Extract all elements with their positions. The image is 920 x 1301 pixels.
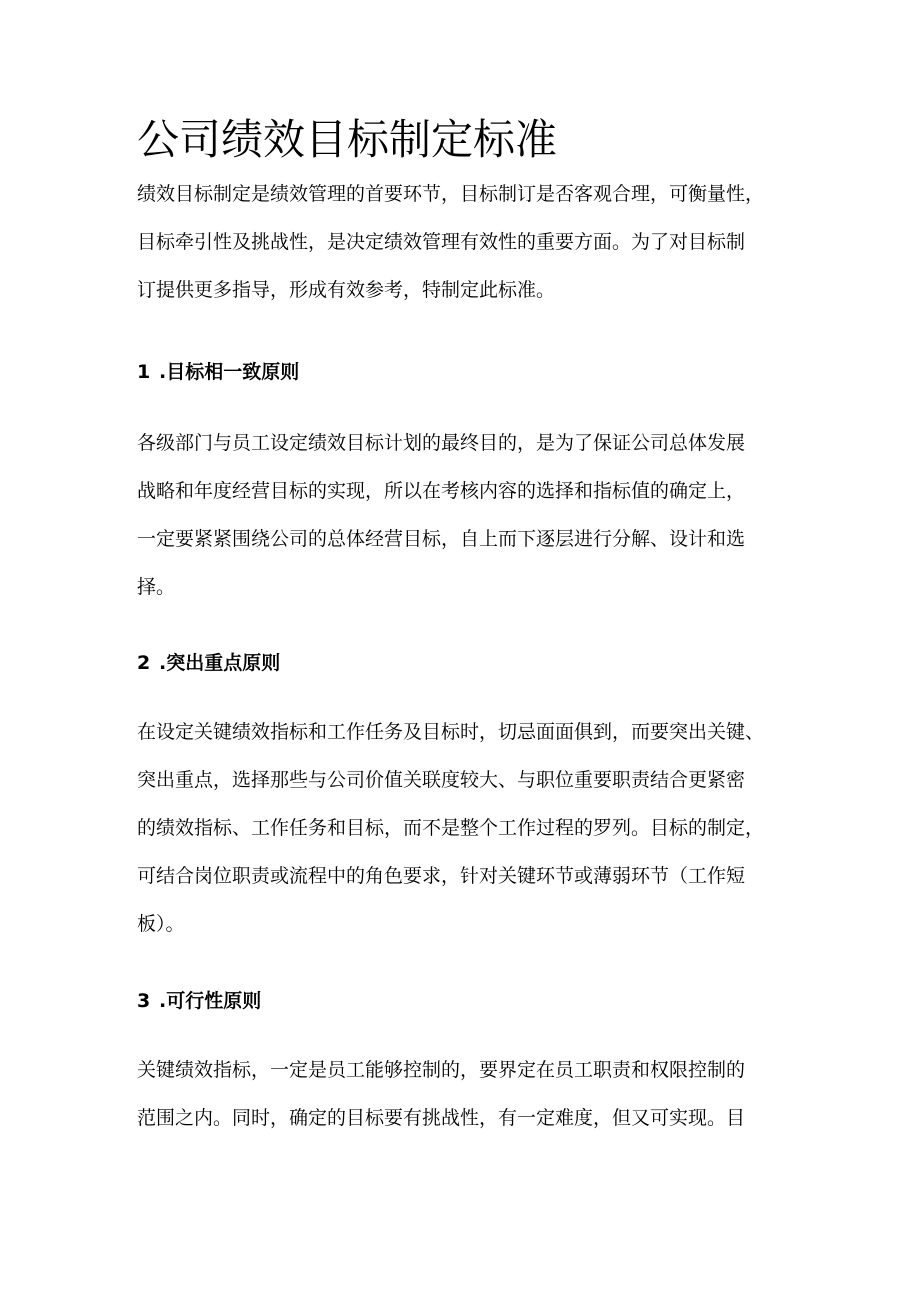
section-number: 1 [137,361,151,383]
text-line: 一定要紧紧围绕公司的总体经营目标，自上而下逐层进行分解、设计和选 [137,528,746,550]
section-number: 2 [137,652,151,674]
text-line: 的绩效指标、工作任务和目标，而不是整个工作过程的罗列。目标的制定， [137,817,765,839]
section-3-paragraph [137,1046,797,1142]
section-1-paragraph [137,419,797,611]
section-heading-3 [137,986,261,1016]
text-line: 战略和年度经营目标的实现，所以在考核内容的选择和指标值的确定上， [137,480,746,502]
text-line: 择。 [137,576,176,598]
text-line: 订提供更多指导，形成有效参考，特制定此标准。 [137,279,556,301]
text-line: 突出重点，选择那些与公司价值关联度较大、与职位重要职责结合更紧密 [137,769,746,791]
text-line: 可结合岗位职责或流程中的角色要求，针对关键环节或薄弱环节（工作短 [137,865,746,887]
section-heading-text: .可行性原则 [159,990,262,1012]
document-title: 公司绩效目标制定标准 [137,115,558,164]
text-line: 在设定关键绩效指标和工作任务及目标时，切忌面面俱到，而要突出关键、 [137,721,765,743]
section-number: 3 [137,990,151,1012]
text-line: 各级部门与员工设定绩效目标计划的最终目的，是为了保证公司总体发展 [137,432,746,454]
intro-paragraph [137,170,797,314]
section-heading-2 [137,648,280,678]
text-line: 范围之内。同时，确定的目标要有挑战性，有一定难度，但又可实现。目 [137,1107,746,1129]
section-heading-text: .目标相一致原则 [159,361,300,383]
section-2-paragraph [137,708,797,948]
text-line: 目标牵引性及挑战性，是决定绩效管理有效性的重要方面。为了对目标制 [137,231,746,253]
text-line: 板）。 [137,913,185,935]
text-line: 关键绩效指标，一定是员工能够控制的，要界定在员工职责和权限控制的 [137,1059,746,1081]
section-heading-text: .突出重点原则 [159,652,281,674]
section-heading-1 [137,357,299,387]
text-line: 绩效目标制定是绩效管理的首要环节，目标制订是否客观合理，可衡量性， [137,183,765,205]
